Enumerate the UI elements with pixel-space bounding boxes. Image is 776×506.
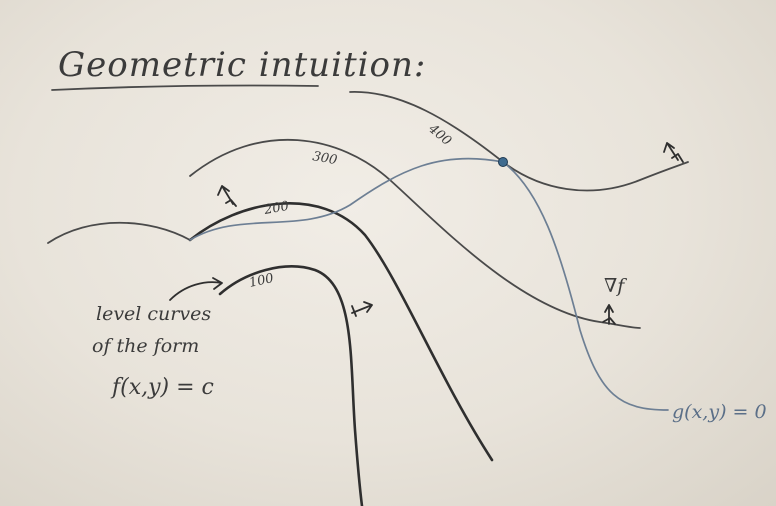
annotation-line-1: level curves (96, 303, 212, 325)
gradient-arrow-level-200 (218, 186, 236, 206)
level-curve-200-left (48, 223, 190, 243)
annotation-arrow (170, 278, 222, 300)
gradient-arrow-level-400 (664, 143, 683, 162)
title-text: Geometric intuition: (58, 45, 427, 85)
constraint-label: g(x,y) = 0 (672, 401, 767, 423)
level-curve-100-label: 100 (247, 271, 276, 291)
level-curve-200-label: 200 (263, 198, 291, 218)
level-curve-300-label: 300 (311, 149, 339, 169)
tangent-point (499, 158, 508, 167)
annotation-line-3: f(x,y) = c (112, 375, 214, 400)
level-curve-400 (350, 92, 688, 191)
level-curve-100 (220, 266, 362, 506)
title-underline (52, 86, 318, 91)
gradient-arrow-level-100 (352, 302, 372, 316)
annotation-line-2: of the form (92, 335, 200, 357)
gradient-arrow-level-300 (603, 305, 615, 324)
level-curve-400-label: 400 (425, 121, 455, 150)
level-curve-200 (190, 203, 492, 460)
gradient-label: ∇f (604, 275, 625, 297)
